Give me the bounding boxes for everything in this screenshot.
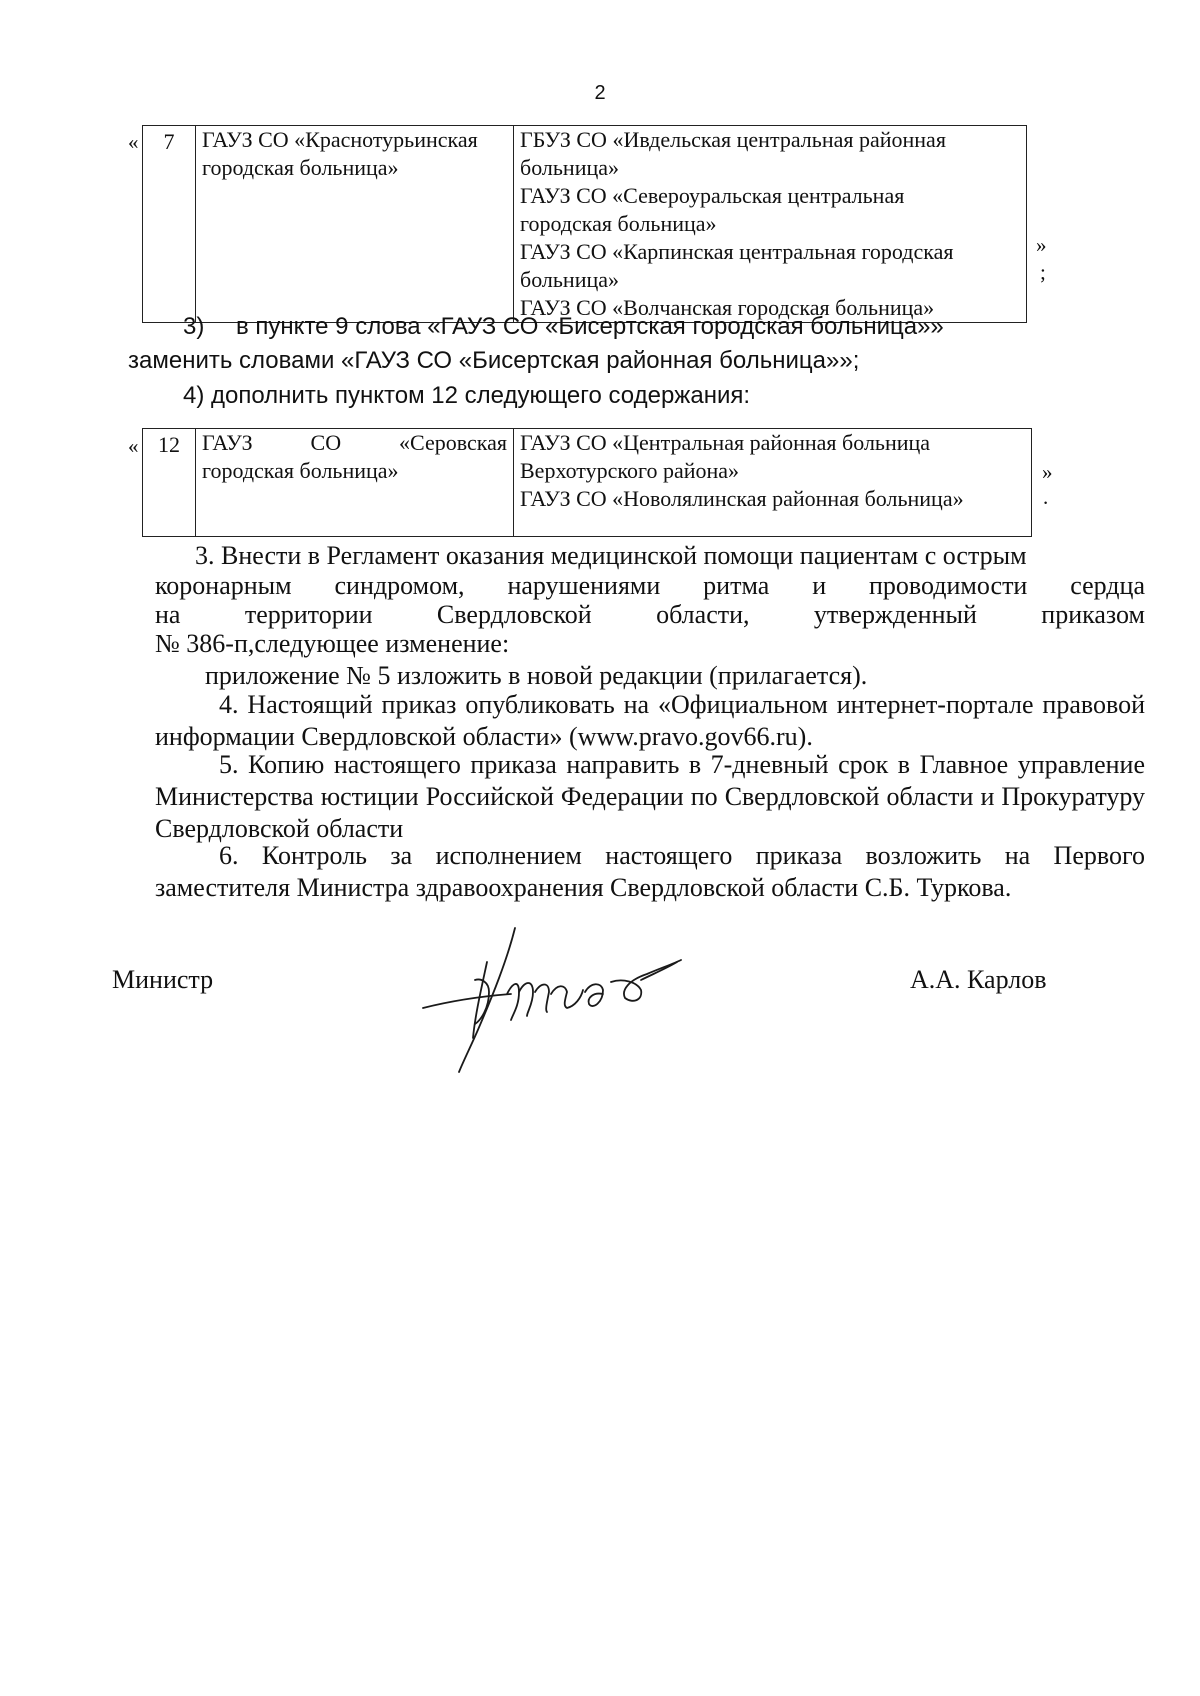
table2-right-line: Верхотурского района» bbox=[520, 458, 740, 483]
section3-line5: приложение № 5 изложить в новой редакции (прилагается). bbox=[205, 661, 868, 690]
table2 bbox=[142, 428, 1032, 537]
table2-right-cell bbox=[514, 429, 1032, 537]
table2-row-number: 12 bbox=[143, 429, 196, 537]
section5-paragraph: 5. Копию настоящего приказа направить в 7-дневный срок в Главное управление Министерства юстиции Российской Федерации по Свердловской области и Прокуратуру Свердловской области bbox=[155, 750, 1145, 843]
table2-left-line2: городская больница» bbox=[202, 458, 399, 483]
section3-line3-text: на территории Свердловской области, утвержденный приказом bbox=[155, 600, 1145, 629]
table1-right-line: ГБУЗ СО «Ивдельская центральная районная bbox=[520, 127, 946, 152]
table1-left-line: ГАУЗ СО «Краснотурьинская bbox=[202, 127, 478, 152]
handwritten-signature bbox=[415, 920, 695, 1080]
section4-paragraph: 4. Настоящий приказ опубликовать на «Официальном интернет-портале правовой информации Свердловской области» (www.pravo.gov66.ru). bbox=[155, 690, 1145, 751]
table1-right-line: больница» bbox=[520, 267, 619, 292]
table2-left-word: «Серовская bbox=[399, 430, 507, 455]
section3-line3 bbox=[155, 599, 1145, 631]
section3-line2-text: коронарным синдромом, нарушениями ритма и проводимости сердца bbox=[155, 571, 1145, 600]
table1 bbox=[142, 125, 1027, 323]
table1-right-line: больница» bbox=[520, 155, 619, 180]
table2-right-line: ГАУЗ СО «Центральная районная больница bbox=[520, 430, 931, 455]
section3-line2 bbox=[155, 570, 1145, 602]
table1-right-cell bbox=[514, 126, 1027, 323]
table2-close-quote: » bbox=[1042, 460, 1053, 484]
section3-line1: 3. Внести в Регламент оказания медицинской помощи пациентам с острым bbox=[195, 541, 1027, 570]
table1-right-line: ГАУЗ СО «Североуральская центральная bbox=[520, 183, 905, 208]
table1-trailing-mark: ; bbox=[1040, 260, 1046, 284]
item3-line1: в пункте 9 слова «ГАУЗ СО «Бисертская городская больница»» bbox=[236, 313, 944, 340]
table2-left-word: ГАУЗ bbox=[202, 430, 253, 455]
table1-open-quote: « bbox=[128, 130, 139, 154]
item3-line2: заменить словами «ГАУЗ СО «Бисертская районная больница»»; bbox=[128, 347, 860, 374]
table2-left-line1 bbox=[202, 429, 507, 457]
signatory-name: А.А. Карлов bbox=[910, 965, 1047, 994]
table2-open-quote: « bbox=[128, 434, 139, 458]
table2-right-line: ГАУЗ СО «Новолялинская районная больница» bbox=[520, 486, 964, 511]
section3-line4: № 386-п,следующее изменение: bbox=[155, 629, 510, 658]
table2-left-cell bbox=[196, 429, 514, 537]
section6-paragraph: 6. Контроль за исполнением настоящего приказа возложить на Первого заместителя Министра здравоохранения Свердловской области С.Б. Туркова. bbox=[155, 841, 1145, 902]
page-number: 2 bbox=[594, 82, 606, 104]
table1-left-line: городская больница» bbox=[202, 155, 399, 180]
table1-close-quote: » bbox=[1036, 233, 1047, 257]
item3-number: 3) bbox=[183, 313, 205, 340]
signatory-title: Министр bbox=[112, 965, 214, 994]
table1-right-line: ГАУЗ СО «Волчанская городская больница» bbox=[520, 295, 935, 320]
table2-trailing-mark: . bbox=[1043, 485, 1049, 509]
table1-right-line: ГАУЗ СО «Карпинская центральная городская bbox=[520, 239, 954, 264]
item4-line: 4) дополнить пунктом 12 следующего содержания: bbox=[183, 382, 751, 409]
table1-row-number: 7 bbox=[143, 126, 196, 323]
table1-left-cell bbox=[196, 126, 514, 323]
table2-left-word: СО bbox=[310, 430, 342, 455]
table1-right-line: городская больница» bbox=[520, 211, 717, 236]
